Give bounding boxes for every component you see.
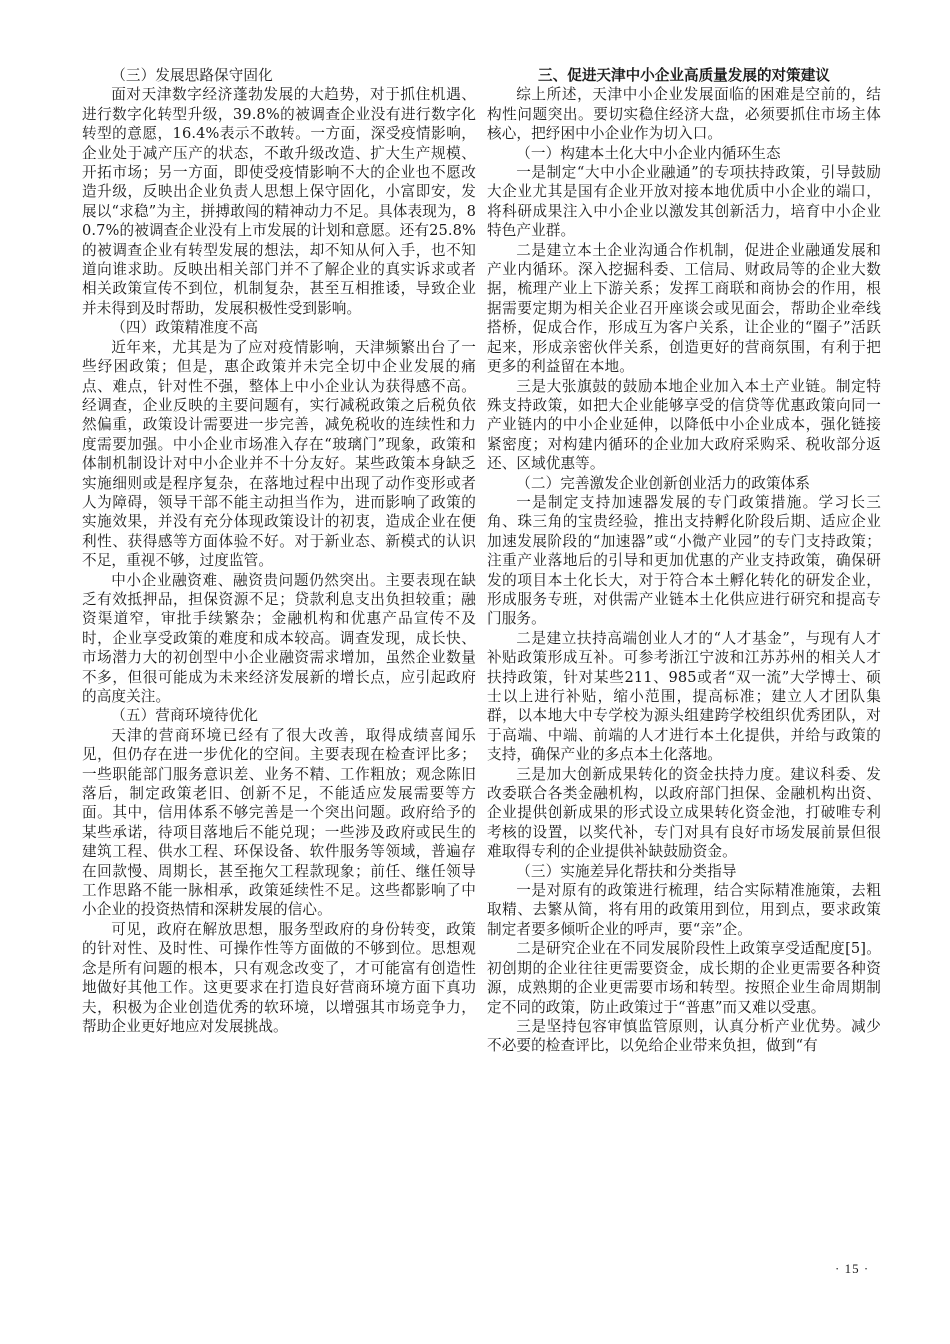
paragraph: 综上所述，天津中小企业发展面临的困难是空前的，结构性问题突出。要切实稳住经济大盘，必须要抓住市场主体核心，把纾困中小企业作为切入口。 [487,86,881,143]
paragraph: 可见，政府在解放思想，服务型政府的身份转变，政策的针对性、及时性、可操作性等方面做的不够到位。思想观念是所有问题的根本，只有观念改变了，才可能富有创造性地做好其他工作。这更要求在打造良好营商环境方面下真功夫，积极为企业创造优秀的软环境，以增强其市场竞争力，帮助企业更好地应对发展挑战。 [82,920,476,1035]
paragraph: 一是制定“大中小企业融通”的专项扶持政策，引导鼓励大企业尤其是国有企业开放对接本地优质中小企业的端口，将科研成果注入中小企业以激发其创新活力，培育中小企业特色产业群。 [487,164,881,240]
paragraph: 近年来，尤其是为了应对疫情影响，天津频繁出台了一些纾困政策；但是，惠企政策并未完全切中企业发展的痛点、难点，针对性不强，整体上中小企业认为获得感不高。经调查，企业反映的主要问题有，实行减税政策之后税负依然偏重，政策设计需要进一步完善，减免税收的连续性和力度需要加强。中小企业市场准入存在“玻璃门”现象，政策和体制机制设计对中小企业并不十分友好。某些政策本身缺乏实施细则或是程序复杂，在落地过程中出现了动作变形或者人为障碍，领导干部不能主动担当作为，进而影响了政策的实施效果，并没有充分体现政策设计的初衷，造成企业在便利性、获得感等方面体验不好。对于新业态、新模式的认识不足，重视不够，过度监管。 [82,338,476,570]
paragraph: 二是建立本土企业沟通合作机制，促进企业融通发展和产业内循环。深入挖掘科委、工信局、财政局等的企业大数据，梳理产业上下游关系；发挥工商联和商协会的作用，根据需要定期为相关企业召开座谈会或见面会，帮助企业牵线搭桥，促成合作，形成互为客户关系，让企业的“圈子”活跃起来，形成亲密伙伴关系，创造更好的营商氛围，有利于把更多的利益留在本地。 [487,241,881,376]
page-number: · 15 · [835,1261,870,1276]
paragraph: 二是研究企业在不同发展阶段性上政策享受适配度[5]。初创期的企业往往更需要资金，成长期的企业更需要各种资源，成熟期的企业更需要市场和转型。按照企业生命周期制定不同的政策，防止政策过于“普惠”而又难以受惠。 [487,940,881,1016]
left-column [82,66,476,1036]
subsection-heading: （一）构建本土化大中小企业内循环生态 [516,144,781,162]
paragraph: 三是加大创新成果转化的资金扶持力度。建议科委、发改委联合各类金融机构，以政府部门担保、金融机构出资、企业提供创新成果的形式设立成果转化资金池，打破唯专利考核的设置，以奖代补，专门对具有良好市场发展前景但很难取得专利的企业提供补缺鼓励资金。 [487,765,881,861]
paragraph: 一是制定支持加速器发展的专门政策措施。学习长三角、珠三角的宝贵经验，推出支持孵化阶段后期、适应企业加速发展阶段的“加速器”或“小微产业园”的专门支持政策；注重产业落地后的引导和更加优惠的产业支持政策，确保研发的项目本土化长大，对于符合本土孵化转化的研发企业，形成服务专班，对供需产业链本土化供应进行研究和提高专门服务。 [487,493,881,628]
paragraph: 中小企业融资难、融资贵问题仍然突出。主要表现在缺乏有效抵押品，担保资源不足；贷款利息支出负担较重；融资渠道窄，审批手续繁杂；金融机构和优惠产品宣传不及时，企业享受政策的难度和成本较高。调查发现，成长快、市场潜力大的初创型中小企业融资需求增加，虽然企业数量不多，但很可能成为未来经济发展新的增长点，应引起政府的高度关注。 [82,571,476,705]
subsection-heading: （三）发展思路保守固化 [111,67,273,84]
paragraph: 三是坚持包容审慎监管原则，认真分析产业优势。减少不必要的检查评比，以免给企业带来负担，做到“有 [487,1017,881,1055]
paragraph: 三是大张旗鼓的鼓励本地企业加入本土产业链。制定特殊支持政策，如把大企业能够享受的信贷等优惠政策向同一产业链内的中小企业延伸，以降低中小企业成本，强化链接紧密度；对构建内循环的企业加大政府采购采、税收部分返还、区域优惠等。 [487,377,881,473]
right-column [487,66,881,1056]
paragraph: 一是对原有的政策进行梳理，结合实际精准施策，去粗取精、去繁从简，将有用的政策用到位，用到点，要求政策制定者要多倾听企业的呼声，要“亲”企。 [487,882,881,938]
paragraph: 天津的营商环境已经有了很大改善，取得成绩喜闻乐见，但仍存在进一步优化的空间。主要表现在检查评比多；一些职能部门服务意识差、业务不精、工作粗放；观念陈旧落后，制定政策老旧、创新不足，不能适应发展需要等方面。其中，信用体系不够完善是一个突出问题。政府给予的某些承诺，待项目落地后不能兑现；一些涉及政府或民生的建筑工程、供水工程、环保设备、软件服务等领域，普遍存在回款慢、周期长，甚至拖欠工程款现象；前任、继任领导工作思路不能一脉相承，政策延续性不足。这些都影响了中小企业的投资热情和深耕发展的信心。 [82,726,476,919]
subsection-heading: （五）营商环境待优化 [111,707,259,725]
section-heading: 三、促进天津中小企业高质量发展的对策建议 [538,67,830,84]
paragraph: 二是建立扶持高端创业人才的“人才基金”，与现有人才补贴政策形成互补。可参考浙江宁波和江苏苏州的相关人才扶持政策，针对某些211、985或者“双一流”大学博士、硕士以上进行补贴，缩小范围，提高标准；建立人才团队集群，以本地大中专学校为源头组建跨学校组织优秀团队，对于高端、中端、前端的人才进行本土化提供，并给与政策的支持，确保产业的多点本土化落地。 [487,629,881,764]
subsection-heading: （二）完善激发企业创新创业活力的政策体系 [516,474,811,492]
subsection-heading: （三）实施差异化帮扶和分类指导 [516,862,737,880]
subsection-heading: （四）政策精准度不高 [111,319,259,337]
paragraph: 面对天津数字经济蓬勃发展的大趋势，对于抓住机遇、进行数字化转型升级，39.8%的被调查企业没有进行数字化转型的意愿，16.4%表示不敢转。一方面，深受疫情影响，企业处于减产压产的状态，不敢升级改造、扩大生产规模、开拓市场；另一方面，即使受疫情影响不大的企业也不愿改造升级，反映出企业负责人思想上保守固化，小富即安，发展以“求稳”为主，拼搏敢闯的精神动力不足。具体表现为，80.7%的被调查企业没有上市发展的计划和意愿。还有25.8%的被调查企业有转型发展的想法，却不知从何入手，也不知道向谁求助。反映出相关部门并不了解企业的真实诉求或者相关政策宣传不到位，机制复杂，甚至互相推诿，导致企业并未得到及时帮助，发展积极性受到影响。 [82,86,476,317]
